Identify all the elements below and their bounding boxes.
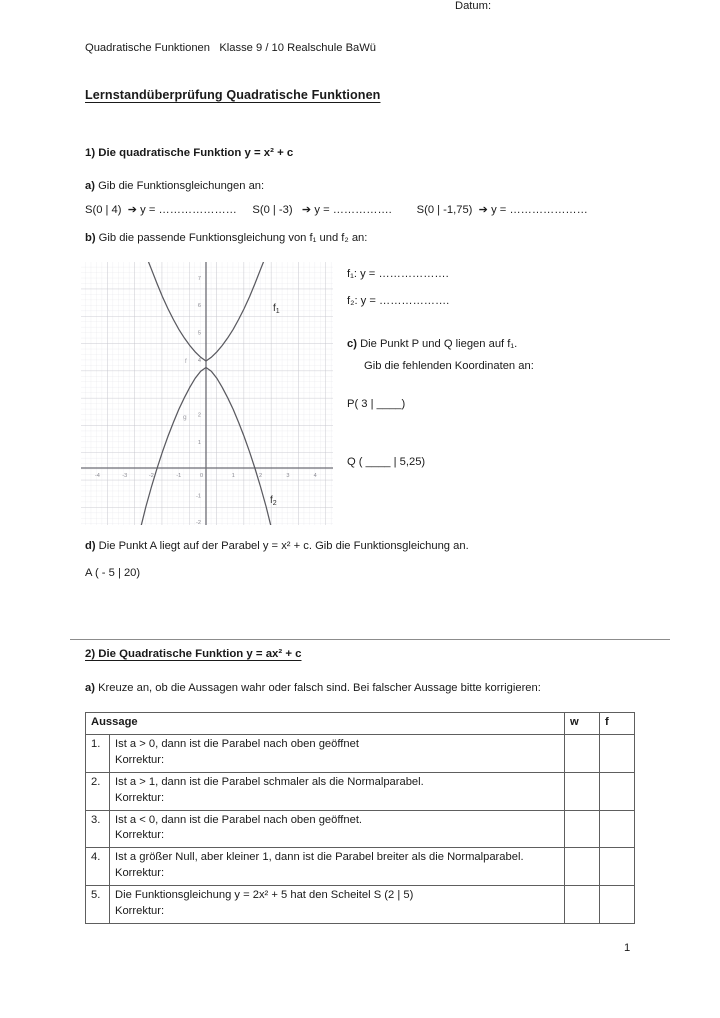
section2-title: 2) Die Quadratische Funktion y = ax² + c [85,648,302,660]
checkbox-falsch[interactable] [600,772,635,810]
section1-title [85,147,293,159]
task-c-text-1: Die Punkt P und Q liegen auf f₁. [360,338,518,350]
statement-text: Ist a größer Null, aber kleiner 1, dann ist die Parabel breiter als die Normalparabel. [115,851,524,864]
page-header [85,42,660,54]
svg-text:1: 1 [197,440,201,446]
row-statement [110,734,565,772]
row-statement [110,810,565,848]
row-number: 2. [86,772,110,810]
svg-text:-2: -2 [148,473,154,479]
curve-label-f: f [185,359,187,365]
checkbox-falsch[interactable] [600,848,635,886]
svg-text:-1: -1 [176,473,182,479]
korrektur-label[interactable]: Korrektur: [115,753,165,766]
svg-text:5: 5 [197,330,201,337]
section1-task-d [85,540,469,552]
task-c-label: c) [347,338,357,350]
page-number: 1 [624,942,631,954]
task-b-label: b) [85,232,96,244]
checkbox-falsch[interactable] [600,886,635,924]
svg-text:3: 3 [286,473,290,479]
checkbox-falsch[interactable] [600,734,635,772]
svg-text:0: 0 [199,473,204,479]
section-divider [70,639,670,640]
task-a-text: Gib die Funktionsgleichungen an: [98,180,265,192]
svg-text:4: 4 [313,473,317,479]
header-course-info: Quadratische Funktionen Klasse 9 / 10 Realschule BaWü [85,42,377,54]
table-row [86,734,635,772]
korrektur-label[interactable]: Korrektur: [115,829,165,842]
statement-text: Die Funktionsgleichung y = 2x² + 5 hat den Scheitel S (2 | 5) [115,889,414,902]
column-header-aussage: Aussage [86,713,565,735]
section2-task-a-text: Kreuze an, ob die Aussagen wahr oder falsch sind. Bei falscher Aussage bitte korrigieren: [98,682,541,694]
section2-task-a-label: a) [85,682,95,694]
parabola-graph [81,262,333,525]
checkbox-wahr[interactable] [565,848,600,886]
row-number: 5. [86,886,110,924]
curve-label-f1: $f_1$ [273,303,280,315]
row-statement [110,886,565,924]
svg-text:-1: -1 [196,493,201,500]
answer-line-f1: f₁: y = ………………. [347,268,449,280]
svg-text:7: 7 [197,276,201,282]
curve-label-g: g [183,414,187,421]
svg-text:2: 2 [259,473,263,479]
table-body [86,734,635,923]
korrektur-label[interactable]: Korrektur: [115,867,165,880]
table-row [86,772,635,810]
svg-text:-4: -4 [94,473,100,479]
column-header-f: f [600,713,635,735]
checkbox-wahr[interactable] [565,772,600,810]
answer-line-f2: f₂: y = ………………. [347,295,450,307]
point-a: A ( - 5 | 20) [85,567,141,579]
row-number: 3. [86,810,110,848]
column-header-w: w [565,713,600,735]
svg-text:2: 2 [197,412,201,419]
task-d-text: Die Punkt A liegt auf der Parabel y = x² + c. Gib die Funktionsgleichung an. [98,540,469,552]
checkbox-wahr[interactable] [565,886,600,924]
section1-title-text: 1) Die quadratische Funktion y = x² + c [85,147,294,159]
point-p: P( 3 | ____) [347,398,406,410]
checkbox-wahr[interactable] [565,734,600,772]
svg-text:1: 1 [231,473,235,479]
statements-table [85,712,635,924]
checkbox-falsch[interactable] [600,810,635,848]
row-number: 1. [86,734,110,772]
section1-task-c [347,338,517,350]
task-a-equations: S(0 | 4) ➔ y = ………………… S(0 | -3) ➔ y = ……………. S(0 | -1,75) ➔ y = ………………… [85,204,588,216]
checkbox-wahr[interactable] [565,810,600,848]
row-statement [110,772,565,810]
svg-text:-2: -2 [196,520,201,525]
statement-text: Ist a > 0, dann ist die Parabel nach oben geöffnet [115,737,359,750]
table-row [86,886,635,924]
section1-task-a [85,180,264,192]
graph-svg [81,262,333,525]
header-date-label: Datum: [455,0,492,12]
svg-text:4: 4 [197,358,201,364]
page-title: Lernstandüberprüfung Quadratische Funktionen [85,88,381,102]
table-row [86,810,635,848]
task-b-text: Gib die passende Funktionsgleichung von f₁ und f₂ an: [98,232,368,244]
korrektur-label[interactable]: Korrektur: [115,905,165,918]
statement-text: Ist a > 1, dann ist die Parabel schmaler als die Normalparabel. [115,775,424,788]
statement-text: Ist a < 0, dann ist die Parabel nach oben geöffnet. [115,813,363,826]
svg-text:6: 6 [197,303,201,310]
curve-label-f2: $f_2$ [270,495,277,507]
section2-task-a [85,682,541,694]
korrektur-label[interactable]: Korrektur: [115,791,165,804]
row-number: 4. [86,848,110,886]
section1-task-b [85,232,367,244]
svg-text:-3: -3 [122,473,128,479]
task-a-label: a) [85,180,95,192]
table-row [86,848,635,886]
point-q: Q ( ____ | 5,25) [347,456,426,468]
table-header-row [86,713,635,735]
task-c-text-2: Gib die fehlenden Koordinaten an: [364,360,534,372]
row-statement [110,848,565,886]
task-d-label: d) [85,540,96,552]
